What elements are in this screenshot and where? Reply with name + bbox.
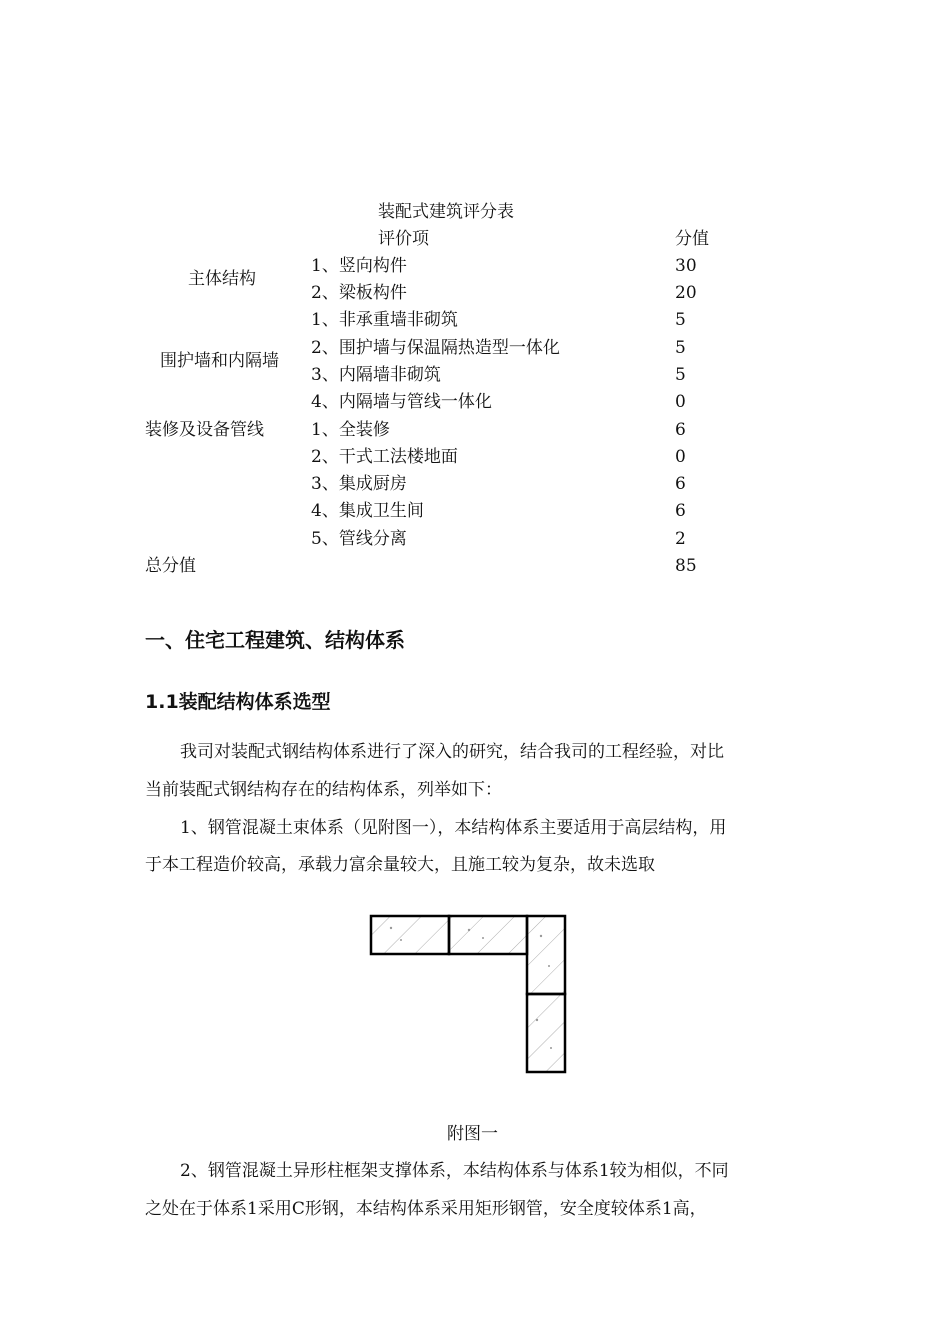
paragraph-line: 当前装配式钢结构存在的结构体系，列举如下： — [145, 780, 502, 800]
figure-caption: 附图一 — [447, 1124, 498, 1144]
table-row-item: 1、竖向构件 — [311, 256, 407, 276]
table-row-score: 5 — [675, 338, 686, 358]
table-total-score: 85 — [675, 556, 697, 576]
section-heading: 一、住宅工程建筑、结构体系 — [145, 628, 405, 652]
table-header-score: 分值 — [675, 229, 709, 249]
table-row-score: 30 — [675, 256, 697, 276]
figure-l-section-diagram — [365, 910, 575, 1080]
paragraph-line: 之处在于体系1采用C形钢，本结构体系采用矩形钢管，安全度较体系1高， — [145, 1199, 707, 1219]
table-row-score: 5 — [675, 310, 686, 330]
table-row-score: 6 — [675, 501, 686, 521]
table-row-item: 3、内隔墙非砌筑 — [311, 365, 441, 385]
paragraph-line: 1、钢管混凝土束体系（见附图一），本结构体系主要适用于高层结构，用 — [180, 818, 727, 838]
table-row-score: 6 — [675, 420, 686, 440]
figure-cells — [371, 916, 565, 1072]
table-row-item: 4、内隔墙与管线一体化 — [311, 392, 492, 412]
table-row-item: 2、围护墙与保温隔热造型一体化 — [311, 338, 560, 358]
table-row-item: 5、管线分离 — [311, 529, 407, 549]
paragraph-line: 我司对装配式钢结构体系进行了深入的研究，结合我司的工程经验，对比 — [180, 742, 724, 762]
table-row-score: 5 — [675, 365, 686, 385]
table-row-item: 2、梁板构件 — [311, 283, 407, 303]
table-row-score: 6 — [675, 474, 686, 494]
table-row-item: 2、干式工法楼地面 — [311, 447, 458, 467]
subsection-heading: 1.1装配结构体系选型 — [145, 691, 331, 713]
table-row-item: 3、集成厨房 — [311, 474, 407, 494]
table-group-label: 装修及设备管线 — [145, 420, 264, 440]
table-row-score: 20 — [675, 283, 697, 303]
table-title: 装配式建筑评分表 — [378, 202, 514, 222]
paragraph-line: 于本工程造价较高，承载力富余量较大，且施工较为复杂，故未选取 — [145, 855, 655, 875]
table-row-score: 2 — [675, 529, 686, 549]
table-total-label: 总分值 — [145, 556, 196, 576]
table-row-score: 0 — [675, 392, 686, 412]
table-row-item: 1、全装修 — [311, 420, 390, 440]
paragraph-line: 2、钢管混凝土异形柱框架支撑体系，本结构体系与体系1较为相似，不同 — [180, 1161, 729, 1181]
table-header-item: 评价项 — [378, 229, 429, 249]
table-row-item: 1、非承重墙非砌筑 — [311, 310, 458, 330]
table-row-score: 0 — [675, 447, 686, 467]
table-group-label: 围护墙和内隔墙 — [160, 351, 279, 371]
table-group-label: 主体结构 — [188, 269, 256, 289]
table-row-item: 4、集成卫生间 — [311, 501, 424, 521]
